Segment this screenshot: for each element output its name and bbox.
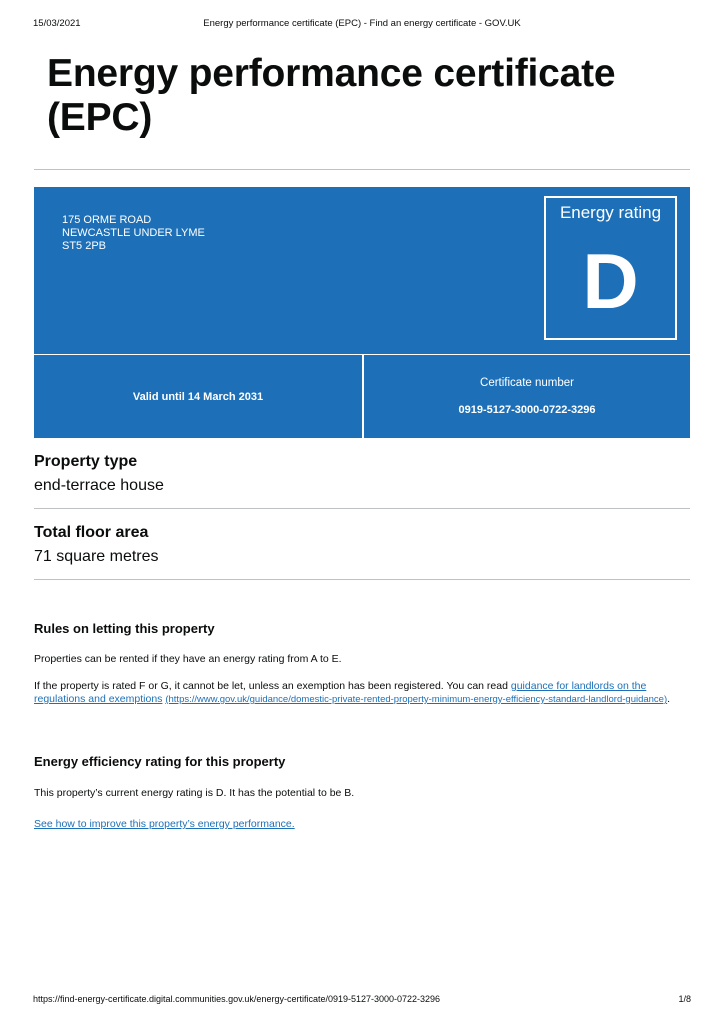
property-type-label: Property type [34,453,138,470]
energy-rating-letter: D [582,237,639,325]
page-number: 1/8 [678,994,691,1004]
letting-exemption-text-start: If the property is rated F or G, it cannot be let, unless an exemption has been registered. You can read [34,680,511,692]
divider [34,579,690,580]
validity-cell [34,355,362,438]
property-address [62,214,205,253]
print-footer-url: https://find-energy-certificate.digital.communities.gov.uk/energy-certificate/0919-5127-3000-0722-3296 [33,994,441,1004]
energy-rating-box [544,196,677,340]
address-postcode: ST5 2PB [62,240,107,252]
valid-until: Valid until 14 March 2031 [132,391,264,403]
property-type-value: end-terrace house [34,477,164,494]
certificate-number-label: Certificate number [480,377,574,389]
letting-rented-text: Properties can be rented if they have an energy rating from A to E. [34,653,342,665]
floor-area-value: 71 square metres [34,548,159,565]
print-date: 15/03/2021 [33,18,81,29]
improve-performance-paragraph [34,818,694,831]
print-footer [33,994,691,1006]
print-header [33,18,691,30]
letting-exemption-text-end: . [667,693,671,705]
certificate-header-panel [34,187,690,354]
letting-rules-heading: Rules on letting this property [34,621,215,636]
landlord-guidance-url: (https://www.gov.uk/guidance/domestic-private-rented-property-minimum-energy-efficiency-standard-landlord-guidance) [165,694,668,705]
divider [34,169,690,170]
floor-area-label: Total floor area [34,524,149,541]
certificate-number: 0919-5127-3000-0722-3296 [458,404,596,416]
divider [34,508,690,509]
certificate-details-panel [34,355,690,438]
page-title: Energy performance certificate (EPC) [47,52,616,139]
landlord-guidance-link[interactable]: guidance for landlords on the regulations and exemptions [34,680,647,705]
address-line-2: NEWCASTLE UNDER LYME [62,227,205,239]
letting-exemption-text [34,680,694,706]
energy-efficiency-heading: Energy efficiency rating for this property [34,754,286,769]
print-document-title: Energy performance certificate (EPC) - Find an energy certificate - GOV.UK [203,18,521,29]
address-line-1: 175 ORME ROAD [62,214,152,226]
energy-rating-label: Energy rating [559,203,662,222]
certificate-number-cell [364,355,690,438]
energy-efficiency-text: This property’s current energy rating is D. It has the potential to be B. [34,787,355,799]
improve-performance-link[interactable]: See how to improve this property’s energy performance. [34,818,295,830]
